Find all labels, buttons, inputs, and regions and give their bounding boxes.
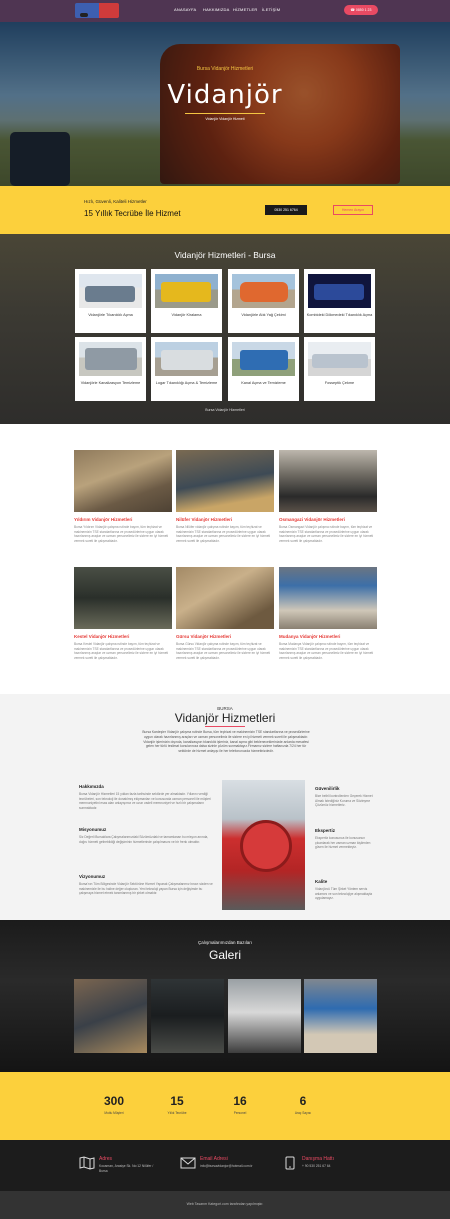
service-label: Kanal Açma ve Temizleme [241, 381, 286, 385]
article-image [279, 450, 377, 512]
service-card[interactable] [75, 269, 146, 333]
footer-email-title: Email Adresi [200, 1156, 228, 1162]
stat-item [210, 1094, 270, 1115]
service-label: Vidanjör Kiralama [171, 313, 202, 317]
about-item-title: Ekspertiz [315, 828, 336, 833]
services-title: Vidanjör Hizmetleri - Bursa [174, 250, 276, 260]
stats-section [0, 1072, 450, 1140]
services-footer: Bursa Vidanjör Hizmetleri [205, 408, 245, 412]
stat-number: 300 [103, 1094, 125, 1108]
article-image [279, 567, 377, 629]
service-image [232, 342, 295, 376]
about-item-title: Hakkımızda [79, 784, 104, 789]
stat-item [84, 1094, 144, 1115]
service-image [79, 342, 142, 376]
article-image [176, 567, 274, 629]
service-label: Logar Tıkanıklığı Açma & Temizleme [155, 381, 218, 385]
gallery-pagination[interactable] [217, 1066, 233, 1068]
district-article[interactable] [176, 450, 274, 543]
footer-contact [0, 1140, 450, 1191]
service-label: Vidanjörle Atık Yağ Çekimi [241, 313, 286, 317]
stat-number: 6 [299, 1094, 307, 1108]
stat-item [273, 1094, 333, 1115]
service-image [232, 274, 295, 308]
footer-phone-title: Danışma Hattı [302, 1156, 334, 1162]
service-image [155, 342, 218, 376]
service-image [155, 274, 218, 308]
article-title[interactable]: Osmangazi Vidanjör Hizmetleri [279, 517, 345, 522]
nav-item-home[interactable]: ANASAYFA [174, 7, 197, 12]
district-article[interactable] [176, 567, 274, 660]
about-item [315, 828, 377, 850]
about-item-title: Kalite [315, 879, 328, 884]
service-label: Fosseptik Çekme [324, 381, 355, 385]
footer-address-title: Adres [99, 1156, 113, 1162]
footer-phone [302, 1156, 372, 1169]
about-item-text: Bursa Vidanjör Hizmetleri 15 yıldan fazla tarihsinde sektörde yer almaktadır. Yıllarını verdiği tecrübeleri, son teknoloji ile donatılmış ekipmanları ve konusunda uzman personeli ile müşteri memnuniyetini esas alan anlayışımız ve uzun vadeli memnuniyet ve hızlı bir çalışmaların sunmaktadır. [79, 792, 211, 810]
site-logo[interactable] [75, 3, 119, 18]
cta-band [0, 186, 450, 234]
cta-tagline: Hızlı, Güvenli, Kaliteli Hizmetler [84, 199, 147, 204]
stat-number: 15 [170, 1094, 184, 1108]
article-title[interactable]: Kestel Vidanjör Hizmetleri [74, 634, 130, 639]
hero-banner [0, 22, 450, 186]
about-item-title: Güvenilirlik [315, 786, 340, 791]
districts-section [0, 424, 450, 694]
about-item-text: Bursa'nın Tüm Bölgesinde Vidanjör Sektörüne Hizmet Yaparak Çalışmalarımız bıravı sizden ve makinemizle ile bu haline değer oluşturan. Yeni teknoloji yapan Bursa için değişimde bu çalışmaya hizmet etmek tanımlanmış bir şirket olmaktır. [79, 882, 213, 896]
stat-item [147, 1094, 207, 1115]
about-item [79, 784, 214, 810]
stat-label: Personel [233, 1111, 247, 1115]
stat-label: Mutlu Müşteri [104, 1111, 124, 1115]
article-body: Bursa Osmangazi Vidanjör çalışma rutinde bayım, tüm teçhizat ve makinemizin TSE standartlarına ve prosedürlerine uygun olarak hazırlanmış araçlar ve uzman personelimiz ile sizlere en iyi hizmeti vermek sureti ile çalışmaktadır. [279, 525, 374, 543]
about-item [79, 874, 214, 896]
article-body: Bursa Mudanya Vidanjör çalışma rutinde bayım, tüm teçhizat ve makinemizin TSE standartlarına ve prosedürlerine uygun olarak hazırlanmış araçlar ve uzman personelimiz ile sizlere en iyi hizmeti vermek sureti ile çalışmaktadır. [279, 642, 374, 660]
article-body: Bursa Kestel Vidanjör çalışma rutinde bayım, tüm teçhizat ve makinemizin TSE standartlarına ve prosedürlerine uygun olarak hazırlanmış araçlar ve uzman personelimiz ile sizlere en iyi hizmeti vermek sureti ile çalışmaktadır. [74, 642, 169, 660]
services-section [0, 234, 450, 424]
gallery-title: Galeri [208, 948, 241, 962]
article-title[interactable]: Yıldırım Vidanjör Hizmetleri [74, 517, 133, 522]
nav-item-about[interactable]: HAKKIMIZDA [203, 7, 230, 12]
about-kicker: BURSA [217, 706, 233, 711]
gallery-kicker: Çalışmalarımızdan Bazıları [197, 940, 253, 945]
service-label: Kombideki Dökmedeki Tıkanıklık Açma [306, 313, 373, 317]
gallery-image[interactable] [228, 979, 301, 1053]
district-article[interactable] [74, 450, 172, 543]
service-label: Vidanjörle Tıkanıklık Açma [88, 313, 133, 317]
about-item-text: Siz Değerli Bursalılara Çalışmalarımızdaki Sözümüzdaki ve tamamlanan bu misyon anında, doğru hizmeti getirebildiği değişiminin hizmetlerinde çalışılmasını ve bir frenk olmaktır. [79, 835, 209, 844]
about-intro: Bursa Kardeşler Vidanjör çalışma rutinde Bursa, tüm teçhizat ve makinemizin TSE standartlarına ve prosedürlerine uygun olarak hazırlanmış araçları ve uzman personelimiz ile sizlere en iyi hizmeti vermek sureti ile çalışmaktadır. Vidanjör işlerinizin dışında, kanalizasyon tıkanıklık işleriniz, kanal açma gibi bekleneceklerinizde anlarda mesafesi gelen her türlü teslimat konularınıza dalsa sizinle çözüm sunmaktayız.Firmamız sizlere haftanızda 7/24 her tür sektörde de hizmet anlayışı ile her telefonunuzda hizmetinizdedir. [142, 730, 310, 754]
nav-item-services[interactable]: HİZMETLER [233, 7, 258, 12]
service-card[interactable] [151, 337, 222, 401]
about-title: Vidanjör Hizmetleri [174, 711, 276, 725]
article-title[interactable]: Mudanya Vidanjör Hizmetleri [279, 634, 341, 639]
footer-email [200, 1156, 270, 1169]
stat-number: 16 [233, 1094, 247, 1108]
hero-subtitle: Bursa Vidanjör Hizmetleri [196, 66, 254, 72]
gallery-image[interactable] [304, 979, 377, 1053]
call-now-button[interactable]: Hemen Arayın [333, 205, 373, 215]
service-card[interactable] [304, 337, 375, 401]
footer-address-text: Kocaman, Arasişe Sk. No:12 Nilüfer / Bursa [99, 1164, 154, 1173]
district-article[interactable] [74, 567, 172, 660]
article-body: Bursa Nilüfer vidanjör çalışma rutinde bayım, tüm teçhizat ve makinemizin TSE standartlarına ve prosedürlerine uygun olarak hazırlanmış araçlar ve uzman personelimiz ile sizlere en iyi hizmeti vermek sureti ile çalışmaktadır. [176, 525, 271, 543]
service-card[interactable] [151, 269, 222, 333]
cta-heading: 15 Yıllık Tecrübe İle Hizmet [84, 209, 181, 218]
top-navigation [0, 0, 450, 22]
about-item-title: Vizyonumuz [79, 874, 106, 879]
article-image [176, 450, 274, 512]
about-item [315, 879, 377, 901]
hero-title: Vidanjör [167, 80, 283, 110]
about-item-text: Vidanjörcü Tüm Şirket Yöntem servis anlamını ve son teknolojiye alışmaktayla uygulamayız. [315, 887, 373, 901]
stat-label: Araç Sayısı [294, 1111, 312, 1115]
gallery-image[interactable] [151, 979, 224, 1053]
district-article[interactable] [279, 567, 377, 660]
copyright-bar [0, 1191, 450, 1219]
district-article[interactable] [279, 450, 377, 543]
map-icon [79, 1156, 95, 1170]
service-image [308, 274, 371, 308]
phone-icon [282, 1156, 298, 1170]
footer-phone-text[interactable]: + 90 530 251 67 64 [302, 1164, 331, 1168]
hero-divider [185, 113, 265, 114]
service-label: Vidanjörle Kanalizasyon Temizleme [80, 381, 141, 385]
phone-button[interactable]: 0530 251 6764 [265, 205, 307, 215]
about-image [222, 780, 305, 910]
about-item [79, 827, 214, 844]
service-card[interactable] [75, 337, 146, 401]
about-item-text: Bize belirli kontrollerden Geçerek Hizmet Almak İstediğiniz Kuruma ve Sözleşme Çözümüz hizmetleriz. [315, 794, 373, 808]
about-item-text: Ekspertiz konusunca ile konusunun çıkarılarak her zaman uzman kişilerden güven ile hizmet vermekteyiz. [315, 836, 371, 850]
footer-email-text[interactable]: info@bursavidanjor@hotmail.com.tr [200, 1164, 253, 1168]
service-image [79, 274, 142, 308]
copyright-text: Web Tasarım Kategori.com tarafından yapılmıştır. [186, 1202, 264, 1206]
envelope-icon [180, 1156, 196, 1170]
article-image [74, 450, 172, 512]
gallery-section [0, 920, 450, 1072]
service-card[interactable] [228, 269, 299, 333]
hero-note: Vidanjör Vidanjör Hizmeti [205, 117, 245, 121]
article-image [74, 567, 172, 629]
service-card[interactable] [304, 269, 375, 333]
footer-address [99, 1156, 159, 1173]
about-item-title: Misyonumuz [79, 827, 107, 832]
call-button[interactable]: ☎ 0850 1 23 [344, 5, 378, 15]
nav-item-contact[interactable]: İLETİŞİM [262, 7, 281, 12]
article-body: Bursa Yıldırım Vidanjör çalışma rutinde bayım, tüm teçhizat ve makinemizin TSE standartlarına ve prosedürlerine uygun olarak hazırlanmış araçlar ve uzman personelimiz ile sizlere en iyi hizmeti vermek sureti ile çalışmaktadır. [74, 525, 169, 543]
article-body: Bursa Gürsu Vidanjör çalışma rutinde bayım, tüm teçhizat ve makinemizin TSE standartlarına ve prosedürlerine uygun olarak hazırlanmış araçlar ve uzman personelimiz ile sizlere en iyi hizmeti vermek sureti ile çalışmaktadır. [176, 642, 271, 660]
article-title[interactable]: Gürsu Vidanjör Hizmetleri [176, 634, 232, 639]
about-divider [205, 726, 245, 727]
service-image [308, 342, 371, 376]
about-section [0, 694, 450, 920]
gallery-image[interactable] [74, 979, 147, 1053]
service-card[interactable] [228, 337, 299, 401]
about-item [315, 786, 377, 808]
stat-label: Yıllık Tecrübe [167, 1111, 187, 1115]
article-title[interactable]: Nilüfer Vidanjör Hizmetleri [176, 517, 233, 522]
